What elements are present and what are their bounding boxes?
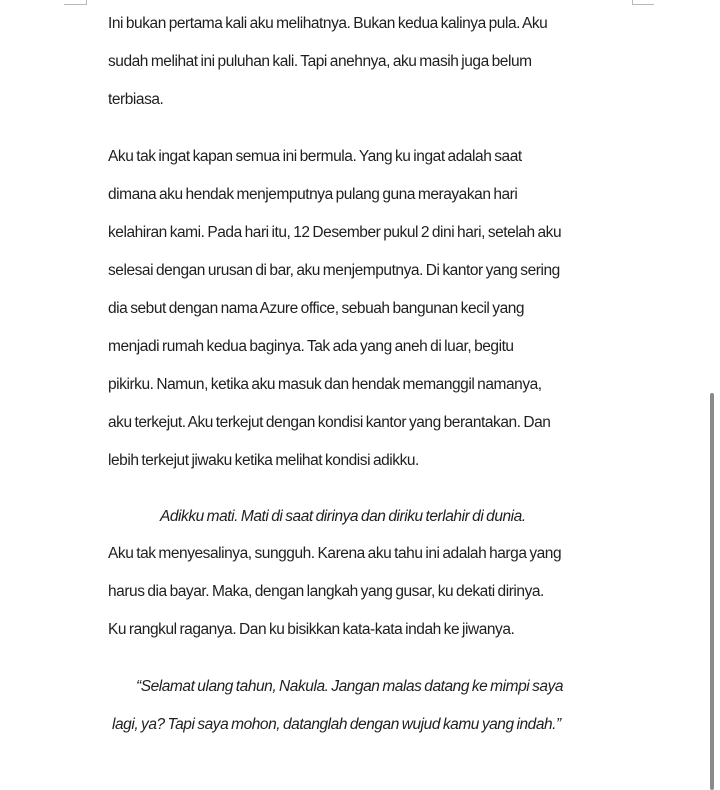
text-line: Aku tak ingat kapan semua ini bermula. Yang ku ingat adalah saat — [108, 148, 522, 165]
paragraph-5-quote — [112, 668, 612, 744]
paragraph-3-italic — [160, 498, 580, 536]
paragraph-2 — [108, 138, 618, 480]
text-line: selesai dengan urusan di bar, aku menjemputnya. Di kantor yang sering — [108, 262, 560, 279]
right-margin-marker — [632, 0, 633, 5]
text-line: terbiasa. — [108, 91, 164, 108]
left-margin-marker — [86, 0, 87, 5]
text-line: sudah melihat ini puluhan kali. Tapi anehnya, aku masih juga belum — [108, 53, 532, 70]
text-line: aku terkejut. Aku terkejut dengan kondisi kantor yang berantakan. Dan — [108, 414, 551, 431]
scrollbar-thumb[interactable] — [710, 393, 714, 790]
text-line: Ku rangkul raganya. Dan ku bisikkan kata-kata indah ke jiwanya. — [108, 621, 515, 638]
text-line: menjadi rumah kedua baginya. Tak ada yang aneh di luar, begitu — [108, 338, 514, 355]
text-line: Adikku mati. Mati di saat dirinya dan diriku terlahir di dunia. — [160, 508, 526, 525]
text-line: dimana aku hendak menjemputnya pulang guna merayakan hari — [108, 186, 518, 203]
text-line: dia sebut dengan nama Azure office, sebuah bangunan kecil yang — [108, 300, 525, 317]
text-line: Ini bukan pertama kali aku melihatnya. Bukan kedua kalinya pula. Aku — [108, 15, 548, 32]
text-line: “Selamat ulang tahun, Nakula. Jangan malas datang ke mimpi saya — [136, 678, 564, 695]
text-line: lebih terkejut jiwaku ketika melihat kondisi adikku. — [108, 452, 419, 469]
text-line: harus dia bayar. Maka, dengan langkah yang gusar, ku dekati dirinya. — [108, 583, 544, 600]
vertical-scrollbar[interactable] — [706, 0, 720, 790]
text-line: lagi, ya? Tapi saya mohon, datanglah dengan wujud kamu yang indah.” — [112, 716, 561, 733]
paragraph-4 — [108, 535, 618, 649]
paragraph-1 — [108, 5, 618, 119]
text-line: kelahiran kami. Pada hari itu, 12 Desember pukul 2 dini hari, setelah aku — [108, 224, 562, 241]
text-line: pikirku. Namun, ketika aku masuk dan hendak memanggil namanya, — [108, 376, 542, 393]
text-line: Aku tak menyesalinya, sungguh. Karena aku tahu ini adalah harga yang — [108, 545, 562, 562]
